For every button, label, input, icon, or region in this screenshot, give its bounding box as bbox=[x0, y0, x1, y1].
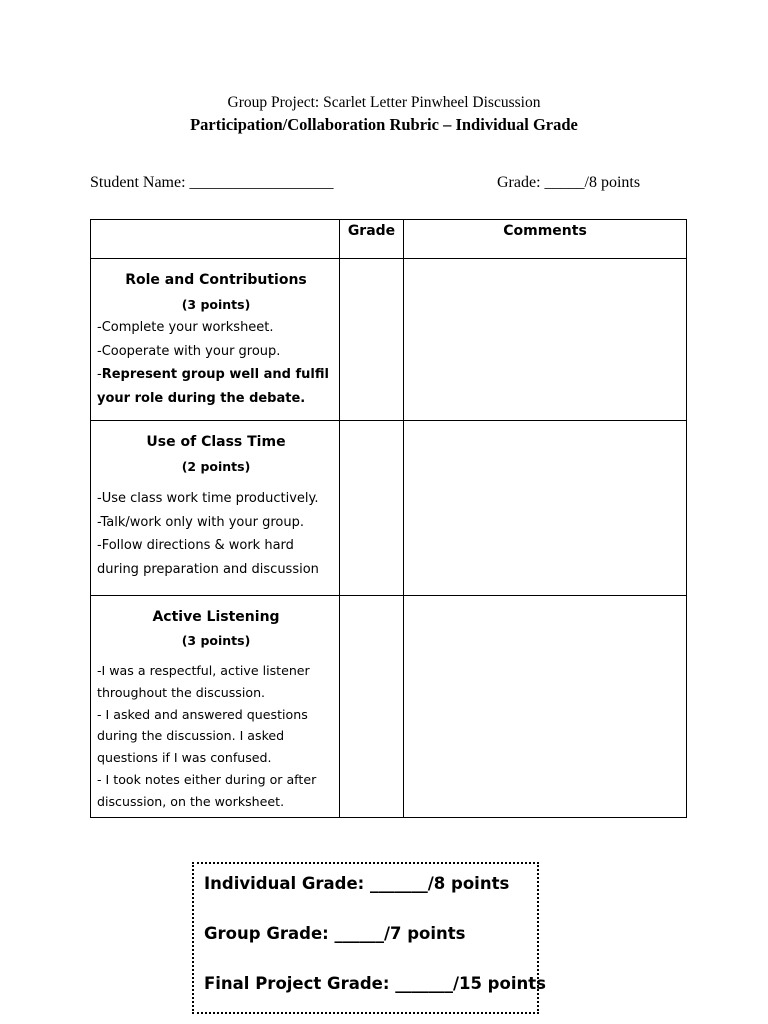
criterion-item: throughout the discussion. bbox=[97, 684, 266, 700]
criterion-item: -I was a respectful, active listener bbox=[97, 663, 310, 678]
criterion-title: Active Listening bbox=[152, 609, 280, 625]
table-header-row bbox=[91, 220, 687, 259]
criterion-item: - I asked and answered questions bbox=[97, 706, 308, 722]
table-row bbox=[91, 259, 687, 421]
criterion-item: during the discussion. I asked bbox=[97, 728, 285, 744]
criterion-item: -Complete your worksheet. bbox=[97, 320, 274, 335]
criterion-item: -Use class work time productively. bbox=[97, 491, 319, 506]
grade-cell[interactable] bbox=[340, 596, 404, 818]
criterion-item-bold: your role during the debate. bbox=[97, 390, 306, 406]
project-title: Group Project: Scarlet Letter Pinwheel Discussion bbox=[227, 94, 541, 111]
grade-field: Grade: _____/8 points bbox=[497, 174, 641, 191]
criterion-item: -Talk/work only with your group. bbox=[97, 514, 304, 530]
group-grade-line: Group Grade: ______/7 points bbox=[204, 924, 466, 943]
criterion-item: discussion, on the worksheet. bbox=[97, 793, 285, 809]
student-name-field: Student Name: __________________ bbox=[90, 174, 334, 191]
criterion-item: questions if I was confused. bbox=[97, 750, 272, 766]
grade-header: Grade bbox=[340, 220, 404, 259]
criterion-item: - I took notes either during or after bbox=[97, 771, 317, 787]
criterion-item: during preparation and discussion bbox=[97, 561, 319, 577]
comments-header: Comments bbox=[404, 220, 687, 259]
final-grade-line: Final Project Grade: _______/15 points bbox=[204, 974, 546, 993]
grade-cell[interactable] bbox=[340, 259, 404, 421]
criterion-list bbox=[97, 316, 335, 410]
grade-summary-box bbox=[192, 862, 546, 1014]
criterion-list bbox=[97, 487, 335, 581]
rubric-title: Participation/Collaboration Rubric – Individual Grade bbox=[190, 115, 578, 134]
criterion-item: -Cooperate with your group. bbox=[97, 343, 281, 359]
criterion-item-bold: Represent group well and fulfil bbox=[101, 367, 329, 382]
grade-cell[interactable] bbox=[340, 421, 404, 596]
criterion-cell bbox=[91, 421, 340, 596]
criterion-title: Use of Class Time bbox=[146, 434, 286, 450]
rubric-table bbox=[90, 219, 687, 818]
criterion-points: (3 points) bbox=[181, 633, 251, 648]
criterion-cell bbox=[91, 259, 340, 421]
comments-cell[interactable] bbox=[404, 596, 687, 818]
table-row bbox=[91, 596, 687, 818]
comments-cell[interactable] bbox=[404, 259, 687, 421]
comments-cell[interactable] bbox=[404, 421, 687, 596]
criterion-dash: - bbox=[97, 367, 102, 382]
criterion-item: -Follow directions & work hard bbox=[97, 538, 294, 553]
criterion-points: (2 points) bbox=[181, 458, 251, 474]
criterion-list bbox=[97, 660, 335, 813]
table-row bbox=[91, 421, 687, 596]
criteria-header bbox=[91, 220, 340, 259]
criterion-points: (3 points) bbox=[181, 296, 251, 312]
criterion-title: Role and Contributions bbox=[125, 272, 307, 288]
individual-grade-line: Individual Grade: _______/8 points bbox=[204, 874, 510, 893]
criterion-item bbox=[97, 363, 335, 387]
criterion-cell bbox=[91, 596, 340, 818]
